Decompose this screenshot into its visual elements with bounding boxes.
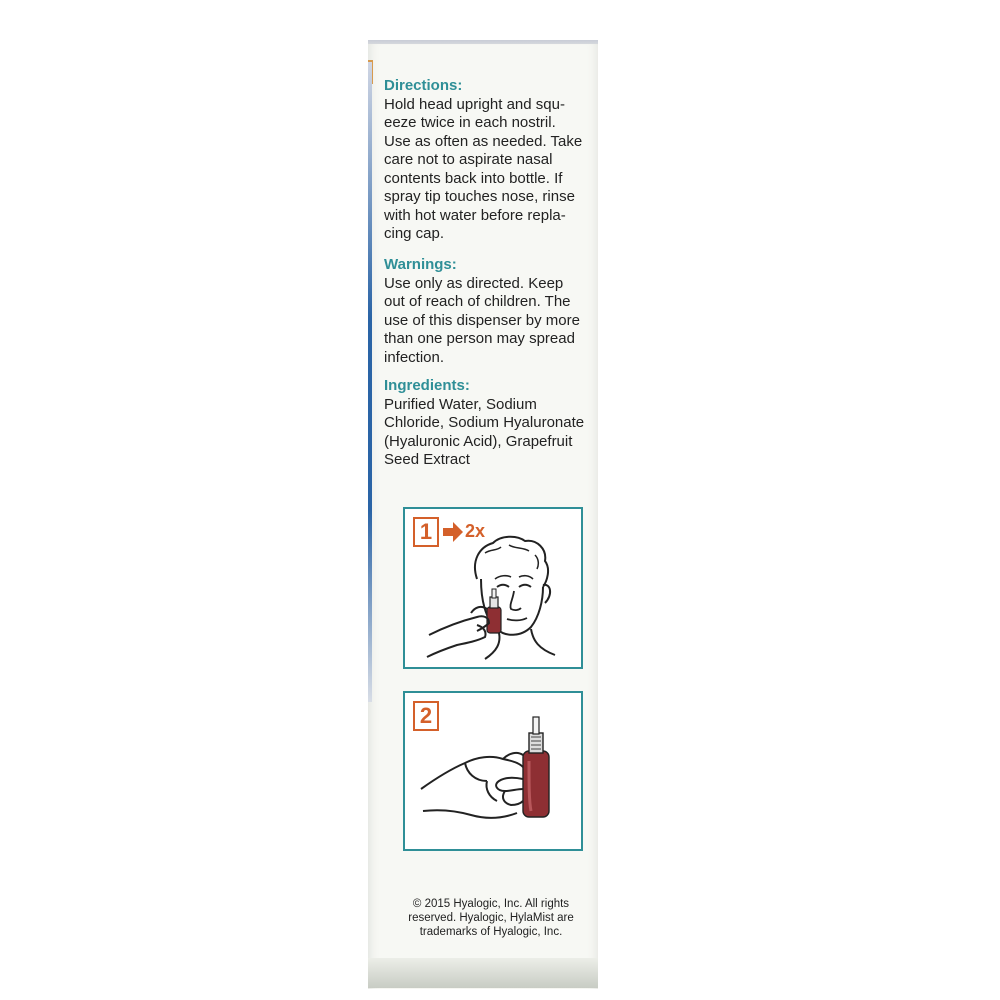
box-bottom-edge xyxy=(368,958,598,988)
warnings-line: than one person may spread xyxy=(384,330,575,347)
step-2-panel xyxy=(403,691,583,851)
box-edge-accent-blue xyxy=(368,62,372,702)
step-1-panel xyxy=(403,507,583,669)
ingredients-line: Seed Extract xyxy=(384,451,470,468)
warnings-line: infection. xyxy=(384,348,445,366)
ingredients-heading: Ingredients: xyxy=(384,377,470,394)
copyright-notice xyxy=(380,897,602,939)
warnings-heading: Warnings: xyxy=(384,256,457,273)
directions-line: with hot water before repla- xyxy=(384,206,566,224)
ingredients-line: Chloride, Sodium Hyaluronate xyxy=(384,414,585,431)
ingredients-line: (Hyaluronic Acid), Grapefruit xyxy=(384,432,573,450)
directions-line: spray tip touches nose, rinse xyxy=(384,188,575,205)
ingredients-section xyxy=(384,377,609,470)
warnings-line: use of this dispenser by more xyxy=(384,311,580,329)
arrow-right-icon xyxy=(442,521,464,543)
directions-line: Hold head upright and squ- xyxy=(384,95,565,113)
copyright-line: trademarks of Hyalogic, Inc. xyxy=(419,926,563,938)
copyright-line: © 2015 Hyalogic, Inc. All rights xyxy=(412,898,570,910)
directions-line: contents back into bottle. If xyxy=(384,169,563,187)
warnings-section xyxy=(384,256,609,367)
warnings-line: Use only as directed. Keep xyxy=(384,274,564,292)
ingredients-line: Purified Water, Sodium xyxy=(384,395,537,413)
directions-heading: Directions: xyxy=(384,77,463,94)
copyright-line: reserved. Hyalogic, HylaMist are xyxy=(408,912,574,924)
directions-line: cing cap. xyxy=(384,225,445,242)
step-2-number: 2 xyxy=(413,701,439,731)
warnings-line: out of reach of children. The xyxy=(384,293,571,310)
step-1-number: 1 xyxy=(413,517,439,547)
step-1-multiplier: 2x xyxy=(465,521,486,541)
directions-line: Use as often as needed. Take xyxy=(384,132,583,150)
directions-section xyxy=(384,77,609,244)
directions-line: eeze twice in each nostril. xyxy=(384,114,556,131)
directions-line: care not to aspirate nasal xyxy=(384,151,553,168)
